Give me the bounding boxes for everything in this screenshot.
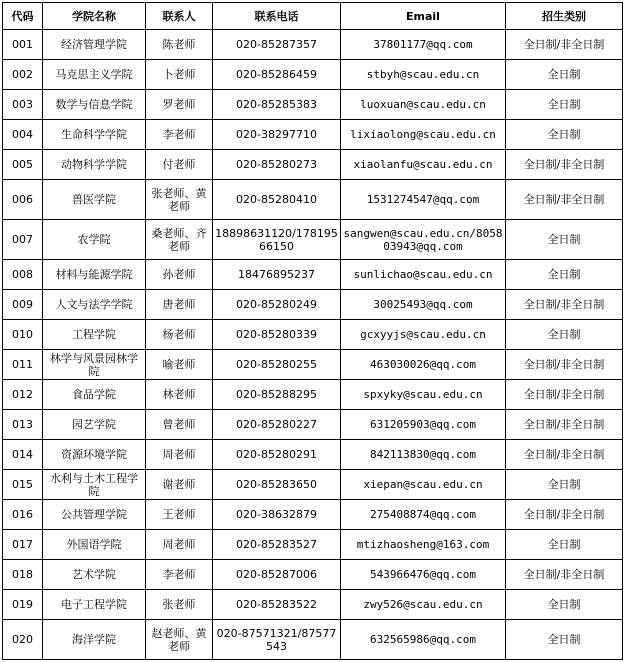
cell-code: 001 <box>3 30 43 60</box>
cell-email: xiaolanfu@scau.edu.cn <box>341 150 506 180</box>
cell-code: 002 <box>3 60 43 90</box>
cell-phone: 020-85283650 <box>213 470 341 500</box>
cell-college: 生命科学学院 <box>43 120 146 150</box>
table-row <box>3 320 623 350</box>
cell-college: 海洋学院 <box>43 620 146 660</box>
cell-contact: 李老师 <box>146 560 213 590</box>
cell-contact: 陈老师 <box>146 30 213 60</box>
cell-email: 463030026@qq.com <box>341 350 506 380</box>
cell-type: 全日制/非全日制 <box>506 180 623 220</box>
cell-phone: 020-85283522 <box>213 590 341 620</box>
cell-email: xiepan@scau.edu.cn <box>341 470 506 500</box>
cell-contact: 赵老师、黄老师 <box>146 620 213 660</box>
cell-email: gcxyyjs@scau.edu.cn <box>341 320 506 350</box>
header-contact: 联系人 <box>146 3 213 30</box>
cell-contact: 李老师 <box>146 120 213 150</box>
table-row <box>3 500 623 530</box>
cell-college: 公共管理学院 <box>43 500 146 530</box>
cell-type: 全日制/非全日制 <box>506 150 623 180</box>
cell-college: 人文与法学学院 <box>43 290 146 320</box>
cell-email: 1531274547@qq.com <box>341 180 506 220</box>
cell-type: 全日制/非全日制 <box>506 290 623 320</box>
table-row <box>3 470 623 500</box>
cell-college: 园艺学院 <box>43 410 146 440</box>
header-college: 学院名称 <box>43 3 146 30</box>
header-type: 招生类别 <box>506 3 623 30</box>
cell-phone: 020-85283527 <box>213 530 341 560</box>
table-row <box>3 260 623 290</box>
cell-contact: 林老师 <box>146 380 213 410</box>
table-row <box>3 560 623 590</box>
cell-phone: 020-85280291 <box>213 440 341 470</box>
cell-college: 农学院 <box>43 220 146 260</box>
cell-contact: 杨老师 <box>146 320 213 350</box>
cell-email: mtizhaosheng@163.com <box>341 530 506 560</box>
cell-phone: 020-85287357 <box>213 30 341 60</box>
cell-phone: 020-85285383 <box>213 90 341 120</box>
cell-college: 林学与风景园林学院 <box>43 350 146 380</box>
header-row <box>3 3 623 30</box>
cell-code: 007 <box>3 220 43 260</box>
cell-college: 兽医学院 <box>43 180 146 220</box>
cell-email: 30025493@qq.com <box>341 290 506 320</box>
cell-phone: 020-85280249 <box>213 290 341 320</box>
cell-code: 010 <box>3 320 43 350</box>
cell-email: luoxuan@scau.edu.cn <box>341 90 506 120</box>
cell-college: 食品学院 <box>43 380 146 410</box>
table-row <box>3 30 623 60</box>
cell-phone: 020-38297710 <box>213 120 341 150</box>
table-row <box>3 410 623 440</box>
cell-contact: 王老师 <box>146 500 213 530</box>
cell-college: 外国语学院 <box>43 530 146 560</box>
cell-type: 全日制/非全日制 <box>506 350 623 380</box>
cell-type: 全日制/非全日制 <box>506 560 623 590</box>
cell-contact: 张老师、黄老师 <box>146 180 213 220</box>
cell-contact: 谢老师 <box>146 470 213 500</box>
cell-type: 全日制 <box>506 90 623 120</box>
header-email: Email <box>341 3 506 30</box>
cell-email: 37801177@qq.com <box>341 30 506 60</box>
cell-email: 632565986@qq.com <box>341 620 506 660</box>
cell-college: 艺术学院 <box>43 560 146 590</box>
cell-code: 009 <box>3 290 43 320</box>
cell-contact: 卜老师 <box>146 60 213 90</box>
cell-phone: 020-85280227 <box>213 410 341 440</box>
cell-type: 全日制 <box>506 260 623 290</box>
cell-type: 全日制/非全日制 <box>506 500 623 530</box>
cell-college: 动物科学学院 <box>43 150 146 180</box>
table-row <box>3 530 623 560</box>
cell-phone: 020-38632879 <box>213 500 341 530</box>
table-row <box>3 220 623 260</box>
cell-code: 012 <box>3 380 43 410</box>
cell-code: 015 <box>3 470 43 500</box>
cell-type: 全日制/非全日制 <box>506 440 623 470</box>
cell-phone: 18898631120/17819566150 <box>213 220 341 260</box>
cell-email: zwy526@scau.edu.cn <box>341 590 506 620</box>
college-contact-table <box>2 2 623 660</box>
cell-code: 003 <box>3 90 43 120</box>
cell-college: 电子工程学院 <box>43 590 146 620</box>
cell-type: 全日制/非全日制 <box>506 380 623 410</box>
table-row <box>3 180 623 220</box>
cell-contact: 唐老师 <box>146 290 213 320</box>
cell-email: sunlichao@scau.edu.cn <box>341 260 506 290</box>
cell-phone: 020-85280255 <box>213 350 341 380</box>
cell-email: sangwen@scau.edu.cn/805803943@qq.com <box>341 220 506 260</box>
cell-phone: 020-85288295 <box>213 380 341 410</box>
cell-email: 631205903@qq.com <box>341 410 506 440</box>
cell-code: 014 <box>3 440 43 470</box>
cell-type: 全日制 <box>506 120 623 150</box>
cell-contact: 孙老师 <box>146 260 213 290</box>
cell-phone: 020-85280339 <box>213 320 341 350</box>
table-row <box>3 440 623 470</box>
cell-contact: 桑老师、齐老师 <box>146 220 213 260</box>
cell-phone: 020-87571321/87577543 <box>213 620 341 660</box>
cell-contact: 曾老师 <box>146 410 213 440</box>
header-code: 代码 <box>3 3 43 30</box>
table-row <box>3 380 623 410</box>
cell-type: 全日制 <box>506 620 623 660</box>
cell-type: 全日制 <box>506 590 623 620</box>
table-row <box>3 120 623 150</box>
table-body <box>3 30 623 660</box>
cell-contact: 周老师 <box>146 440 213 470</box>
table-row <box>3 150 623 180</box>
cell-code: 017 <box>3 530 43 560</box>
header-phone: 联系电话 <box>213 3 341 30</box>
cell-email: 275408874@qq.com <box>341 500 506 530</box>
cell-code: 011 <box>3 350 43 380</box>
cell-type: 全日制/非全日制 <box>506 410 623 440</box>
cell-code: 019 <box>3 590 43 620</box>
cell-code: 016 <box>3 500 43 530</box>
table-row <box>3 620 623 660</box>
cell-type: 全日制 <box>506 60 623 90</box>
cell-code: 008 <box>3 260 43 290</box>
cell-type: 全日制/非全日制 <box>506 30 623 60</box>
cell-phone: 020-85287006 <box>213 560 341 590</box>
cell-code: 018 <box>3 560 43 590</box>
cell-code: 006 <box>3 180 43 220</box>
table-row <box>3 590 623 620</box>
cell-email: lixiaolong@scau.edu.cn <box>341 120 506 150</box>
cell-college: 资源环境学院 <box>43 440 146 470</box>
cell-contact: 付老师 <box>146 150 213 180</box>
cell-type: 全日制 <box>506 470 623 500</box>
cell-phone: 18476895237 <box>213 260 341 290</box>
cell-email: 842113830@qq.com <box>341 440 506 470</box>
cell-email: stbyh@scau.edu.cn <box>341 60 506 90</box>
cell-college: 水利与土木工程学院 <box>43 470 146 500</box>
cell-contact: 张老师 <box>146 590 213 620</box>
cell-code: 005 <box>3 150 43 180</box>
table-row <box>3 60 623 90</box>
table-row <box>3 350 623 380</box>
cell-college: 经济管理学院 <box>43 30 146 60</box>
cell-type: 全日制 <box>506 530 623 560</box>
cell-contact: 罗老师 <box>146 90 213 120</box>
cell-college: 数学与信息学院 <box>43 90 146 120</box>
cell-contact: 周老师 <box>146 530 213 560</box>
cell-type: 全日制 <box>506 320 623 350</box>
cell-phone: 020-85280410 <box>213 180 341 220</box>
cell-type: 全日制 <box>506 220 623 260</box>
table-row <box>3 290 623 320</box>
cell-college: 马克思主义学院 <box>43 60 146 90</box>
cell-college: 材料与能源学院 <box>43 260 146 290</box>
cell-code: 013 <box>3 410 43 440</box>
cell-code: 004 <box>3 120 43 150</box>
cell-contact: 喻老师 <box>146 350 213 380</box>
table-row <box>3 90 623 120</box>
cell-phone: 020-85280273 <box>213 150 341 180</box>
cell-college: 工程学院 <box>43 320 146 350</box>
cell-phone: 020-85286459 <box>213 60 341 90</box>
cell-email: 543966476@qq.com <box>341 560 506 590</box>
cell-email: spxyky@scau.edu.cn <box>341 380 506 410</box>
cell-code: 020 <box>3 620 43 660</box>
